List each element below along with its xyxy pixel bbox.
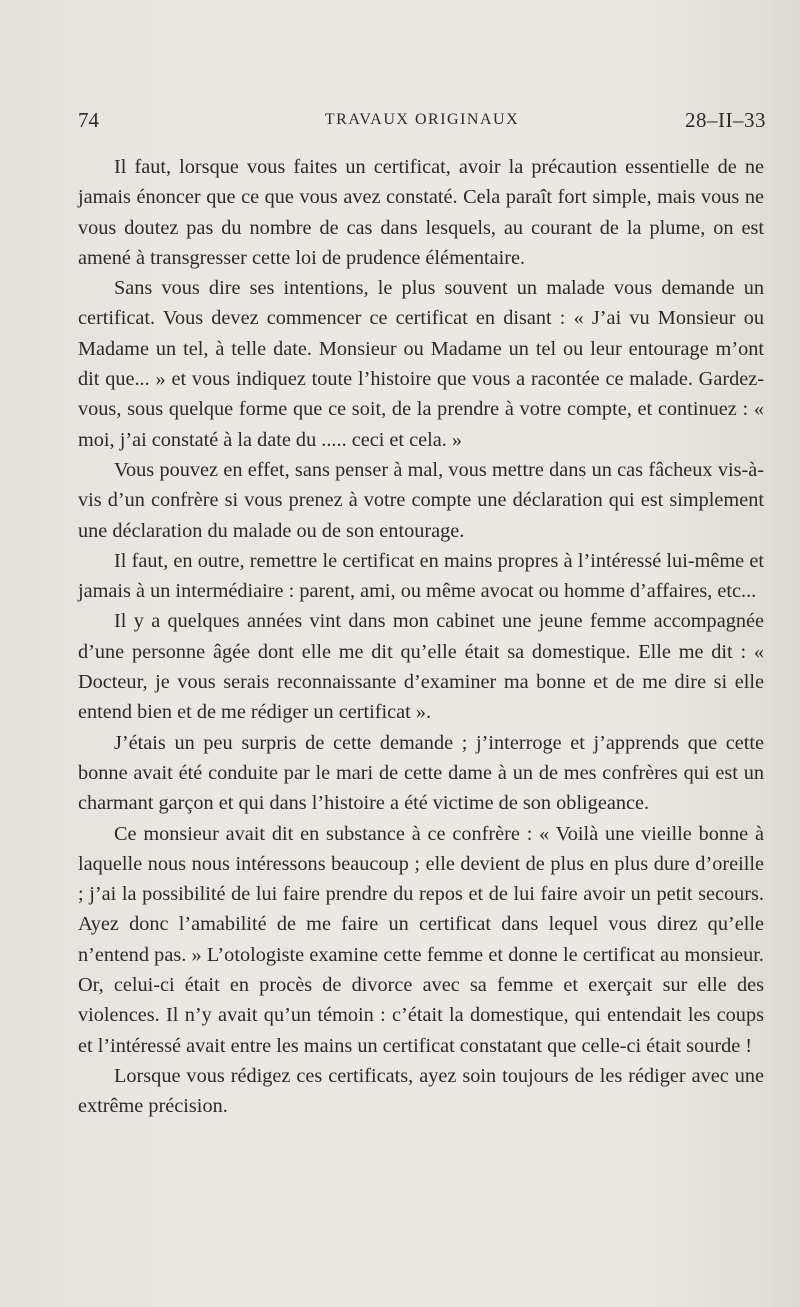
paragraph: J’étais un peu surpris de cette demande ; j’interroge et j’apprends que cette bonne avait été conduite par le mari de cette dame à un de mes confrères qui est un charmant garçon et qui dans l’histoire a été victime de son obligeance.	[78, 731, 764, 815]
running-title: TRAVAUX ORIGINAUX	[324, 111, 520, 128]
paragraph: Il y a quelques années vint dans mon cabinet une jeune femme accompagnée d’une personne âgée dont elle me dit qu’elle était sa domestique. Elle me dit : « Docteur, je vous serais reconnaissante d’examiner ma bonne et de me dire si elle entend bien et de me rédiger un certificat ».	[78, 610, 764, 724]
paragraph: Lorsque vous rédigez ces certificats, ayez soin toujours de les rédiger avec une extrême précision.	[78, 1064, 764, 1118]
article-body	[78, 152, 764, 1122]
paragraph: Sans vous dire ses intentions, le plus souvent un malade vous demande un certificat. Vous devez commencer ce certificat en disant : « J’ai vu Monsieur ou Madame un tel, à telle date. Monsieur ou Madame un tel ou leur entourage m’ont dit que... » et vous indiquez toute l’histoire que vous a racontée ce malade. Gardez-vous, sous quelque forme que ce soit, de la prendre à votre compte, et continuez : « moi, j’ai constaté à la date du ..... ceci et cela. »	[78, 277, 764, 451]
header-date: 28–II–33	[685, 108, 766, 132]
paragraph: Vous pouvez en effet, sans penser à mal, vous mettre dans un cas fâcheux vis-à-vis d’un confrère si vous prenez à votre compte une déclaration qui est simplement une déclaration du malade ou de son entourage.	[78, 458, 764, 542]
paragraph: Ce monsieur avait dit en substance à ce confrère : « Voilà une vieille bonne à laquelle nous nous intéressons beaucoup ; elle devient de plus en plus dure d’oreille ; j’ai la possibilité de lui faire prendre du repos et de lui faire avoir un petit secours. Ayez donc l’amabilité de me faire un certificat dans lequel vous direz qu’elle n’entend pas. » L’otologiste examine cette femme et donne le certificat au monsieur. Or, celui-ci était en procès de divorce avec sa femme et exerçait sur elle des violences. Il n’y avait qu’un témoin : c’était la domestique, qui entendait les coups et l’intéressé avait entre les mains un certificat constatant que celle-ci était sourde !	[78, 822, 764, 1057]
paragraph: Il faut, en outre, remettre le certificat en mains propres à l’intéressé lui-même et jamais à un intermédiaire : parent, ami, ou même avocat ou homme d’affaires, etc...	[78, 549, 764, 603]
page-header	[78, 108, 766, 138]
page-number: 74	[78, 108, 99, 132]
paragraph: Il faut, lorsque vous faites un certificat, avoir la précaution essentielle de ne jamais énoncer que ce que vous avez constaté. Cela paraît fort simple, mais vous ne vous doutez pas du nombre de cas dans lesquels, au courant de la plume, on est amené à transgresser cette loi de prudence élémentaire.	[78, 156, 764, 269]
